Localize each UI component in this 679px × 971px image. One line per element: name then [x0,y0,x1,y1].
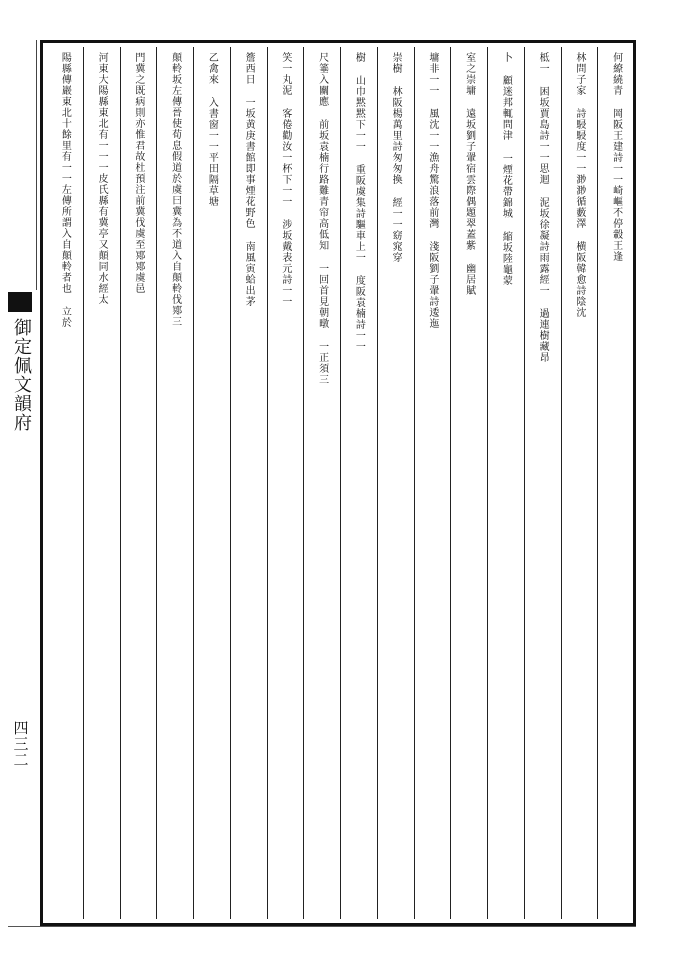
page-margin [0,0,40,971]
bottom-rule [8,926,636,933]
column-rule [524,47,525,919]
text-column [303,52,340,914]
text-column [120,52,157,914]
column-text: 笑一丸泥 客倦勸汝一杯下一一 涉坂戴表元詩一一 [279,52,291,307]
text-column [340,52,377,914]
text-column [156,52,193,914]
text-column [524,52,561,914]
text-column [414,52,451,914]
text-column [46,52,83,914]
column-text: 室之崇墉 遠坂劉子翬宿雲際偶題翠蓋紫 幽居賦 [463,52,475,296]
column-text: 崇樹 林阪楊萬里詩匆匆換 經一一窈窕穿 [390,52,402,263]
text-column [487,52,524,914]
column-text: 陽縣傳巖東北十餘里有一一左傳所謂入自顛軨者也 立於 [59,52,71,328]
column-text: 乙禽來 入書窗一一平田隔草塘 [206,52,218,207]
column-text: 樹 山巾黙黙下一一 重阪虞集詩驅車上一 度阪袁楠詩一一 [353,52,365,352]
column-rule [414,47,415,919]
fishtail-mark [8,292,32,312]
column-text: 何繚繞青 岡阪王建詩一一崎嶇不停轂王逢 [610,52,622,262]
text-column [377,52,414,914]
text-column [450,52,487,914]
column-rule [230,47,231,919]
column-rule [377,47,378,919]
column-rule [83,47,84,919]
text-column [267,52,304,914]
column-rule [487,47,488,919]
text-column [230,52,267,914]
page-number [8,720,32,768]
page-number-text: 四三二 [11,720,30,768]
column-rule [267,47,268,919]
text-column [561,52,598,914]
book-title-text: 御定佩文韻府 [11,318,32,432]
column-text: 尺箠入關應 前坂袁楠行路難青帘高低知 一回首見朝暾 一正須三 [316,52,328,385]
column-rule [193,47,194,919]
column-rule [450,47,451,919]
column-rule [597,47,598,919]
text-column [193,52,230,914]
text-column [597,52,634,914]
column-rule [340,47,341,919]
text-column [83,52,120,914]
column-text: 簷西日 一坂黄庚書館即事煙花野色 南風寅蛤出茅 [243,52,255,307]
column-rule [303,47,304,919]
column-rule [156,47,157,919]
column-text: 柢一 困坂賈島詩一一思迴 泥坂徐凝詩雨露經一 過連樹藏昂 [537,52,549,363]
column-text: 顛軨坂左傳晉使荀息假道於虞曰冀為不道入自顛軨伐鄍三 [169,52,181,327]
column-rule [561,47,562,919]
column-text: 卜 顧迷邦輒問津 一煙花帶錦城 縮坂陸龜蒙 [500,52,512,286]
column-text: 墉非一一 風沈一一漁舟驚浪落前灣 淺阪劉子翬詩逶迤 [426,52,438,329]
column-text: 門冀之既病則亦惟君故杜預注前冀伐虞至鄍鄍虞邑 [132,52,144,294]
book-title [6,318,36,518]
margin-band [6,40,37,290]
column-rule [120,47,121,919]
column-text: 林問子家 詩駸駸度一一渺渺循藪澤 横阪韓愈詩陰沈 [573,52,585,318]
column-text: 河東大陽縣東北有一一一皮氏縣有冀亭又顛同水經太 [96,52,108,305]
